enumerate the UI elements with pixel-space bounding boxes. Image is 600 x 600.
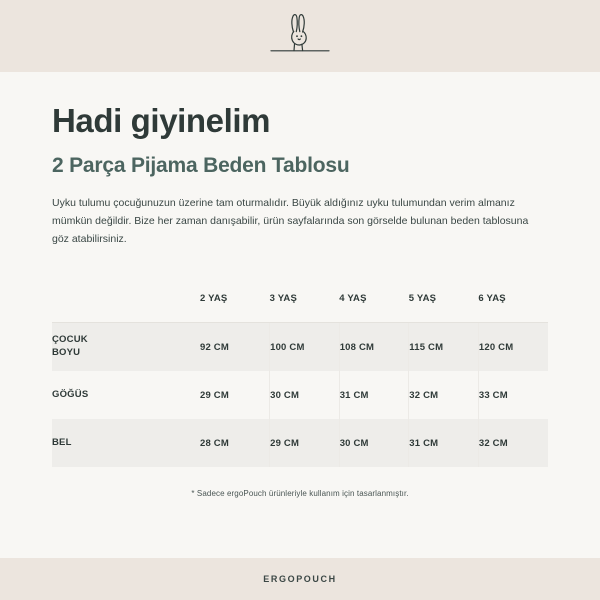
table-header-cell: [52, 274, 200, 323]
intro-paragraph: Uyku tulumu çocuğunuzun üzerine tam oturmalıdır. Büyük aldığınız uyku tulumundan verim almanız mümkün değildir. Bize her zaman danışabilir, ürün sayfalarında son görselde bulunan beden tablosuna göz atabilirsiniz.: [52, 196, 529, 246]
table-cell: 31 CM: [409, 419, 479, 467]
size-table: [52, 274, 548, 467]
footnote: * Sadece ergoPouch ürünleriyle kullanım için tasarlanmıştır.: [191, 489, 409, 499]
footer-band: [0, 558, 600, 600]
table-header-cell: 3 YAŞ: [270, 274, 340, 323]
table-cell: 30 CM: [339, 419, 409, 467]
table-header-cell: 5 YAŞ: [409, 274, 479, 323]
table-row: [52, 419, 548, 467]
table-cell: 120 CM: [478, 323, 548, 372]
size-table-wrapper: [52, 274, 548, 467]
table-header-cell: 4 YAŞ: [339, 274, 409, 323]
table-cell: 29 CM: [200, 371, 270, 419]
table-cell: 115 CM: [409, 323, 479, 372]
bunny-icon: [263, 12, 337, 60]
table-cell: 30 CM: [270, 371, 340, 419]
table-cell: 28 CM: [200, 419, 270, 467]
table-cell: 31 CM: [339, 371, 409, 419]
row-label-line: BOYU: [52, 347, 81, 359]
row-label-line: ÇOCUK: [52, 334, 88, 346]
table-cell: 92 CM: [200, 323, 270, 372]
row-label: GÖĞÜS: [52, 388, 89, 400]
table-header-cell: 6 YAŞ: [478, 274, 548, 323]
page-subtitle: 2 Parça Pijama Beden Tablosu: [52, 153, 350, 177]
table-cell: 108 CM: [339, 323, 409, 372]
main-content: [0, 72, 600, 558]
table-header-row: [52, 274, 548, 323]
row-label: [52, 323, 200, 372]
table-row: [52, 371, 548, 419]
table-cell: 32 CM: [409, 371, 479, 419]
table-row: [52, 323, 548, 372]
brand-wordmark: ERGOPOUCH: [263, 574, 337, 584]
row-label: BEL: [52, 419, 200, 467]
table-cell: 29 CM: [270, 419, 340, 467]
table-cell: 100 CM: [270, 323, 340, 372]
table-header-cell: 2 YAŞ: [200, 274, 270, 323]
page-title: Hadi giyinelim: [52, 102, 271, 139]
table-cell: 32 CM: [478, 419, 548, 467]
table-cell: 33 CM: [478, 389, 508, 401]
header-band: [0, 0, 600, 72]
